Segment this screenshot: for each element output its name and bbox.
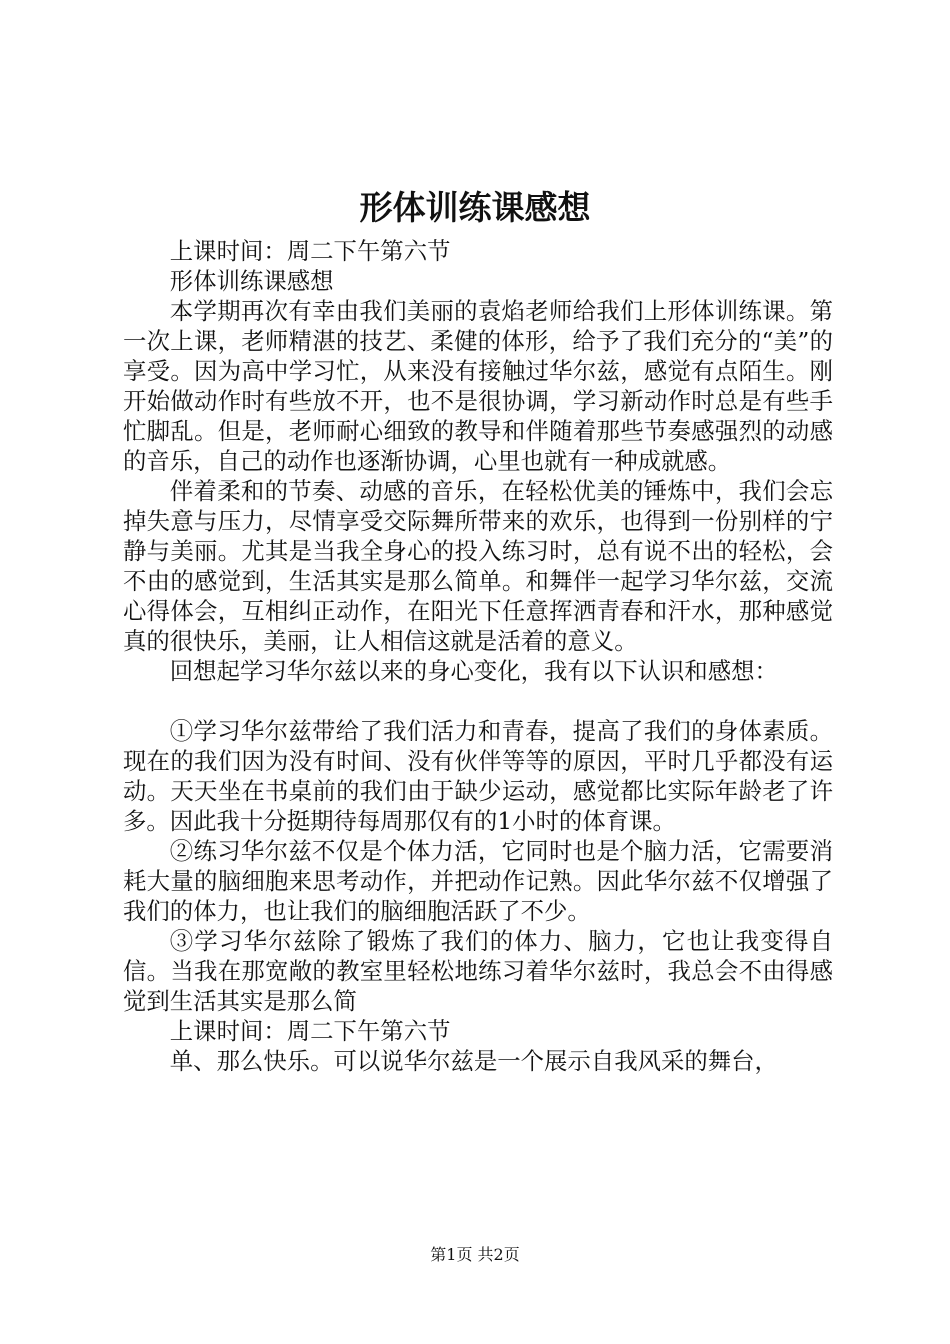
paragraph-point-2: ②练习华尔兹不仅是个体力活，它同时也是个脑力活，它需要消耗大量的脑细胞来思考动作，并把动作记熟。因此华尔兹不仅增强了我们的体力，也让我们的脑细胞活跃了不少。 <box>123 837 833 925</box>
paragraph-point-3: ③学习华尔兹除了锻炼了我们的体力、脑力，它也让我变得自信。当我在那宽敞的教室里轻松地练习着华尔兹时，我总会不由得感觉到生活其实是那么简 <box>123 927 833 1015</box>
paragraph-continuation: 单、那么快乐。可以说华尔兹是一个展示自我风采的舞台， <box>169 1047 778 1075</box>
page-number-footer: 第1页 共2页 <box>430 1245 520 1264</box>
paragraph-class-time: 上课时间：周二下午第六节 <box>169 237 451 265</box>
paragraph-subtitle: 形体训练课感想 <box>169 267 334 295</box>
document-body <box>123 236 833 1076</box>
page-title: 形体训练课感想 <box>359 188 591 227</box>
paragraph-class-time-repeat: 上课时间：周二下午第六节 <box>169 1017 451 1045</box>
paragraph-intro: 本学期再次有幸由我们美丽的袁焰老师给我们上形体训练课。第一次上课，老师精湛的技艺、柔健的体形，给予了我们充分的“美”的享受。因为高中学习忙，从来没有接触过华尔兹，感觉有点陌生。刚开始做动作时有些放不开，也不是很协调，学习新动作时总是有些手忙脚乱。但是，老师耐心细致的教导和伴随着那些节奏感强烈的动感的音乐，自己的动作也逐渐协调，心里也就有一种成就感。 <box>123 297 833 475</box>
paragraph-reflection-lead: 回想起学习华尔兹以来的身心变化，我有以下认识和感想： <box>169 657 778 685</box>
paragraph-experience: 伴着柔和的节奏、动感的音乐，在轻松优美的锤炼中，我们会忘掉失意与压力，尽情享受交际舞所带来的欢乐，也得到一份别样的宁静与美丽。尤其是当我全身心的投入练习时，总有说不出的轻松，会不由的感觉到，生活其实是那么简单。和舞伴一起学习华尔兹，交流心得体会，互相纠正动作，在阳光下任意挥洒青春和汗水，那种感觉真的很快乐，美丽，让人相信这就是活着的意义。 <box>123 477 833 655</box>
paragraph-point-1: ①学习华尔兹带给了我们活力和青春，提高了我们的身体素质。现在的我们因为没有时间、没有伙伴等等的原因，平时几乎都没有运动。天天坐在书桌前的我们由于缺少运动，感觉都比实际年龄老了许多。因此我十分挺期待每周那仅有的1小时的体育课。 <box>123 717 833 835</box>
